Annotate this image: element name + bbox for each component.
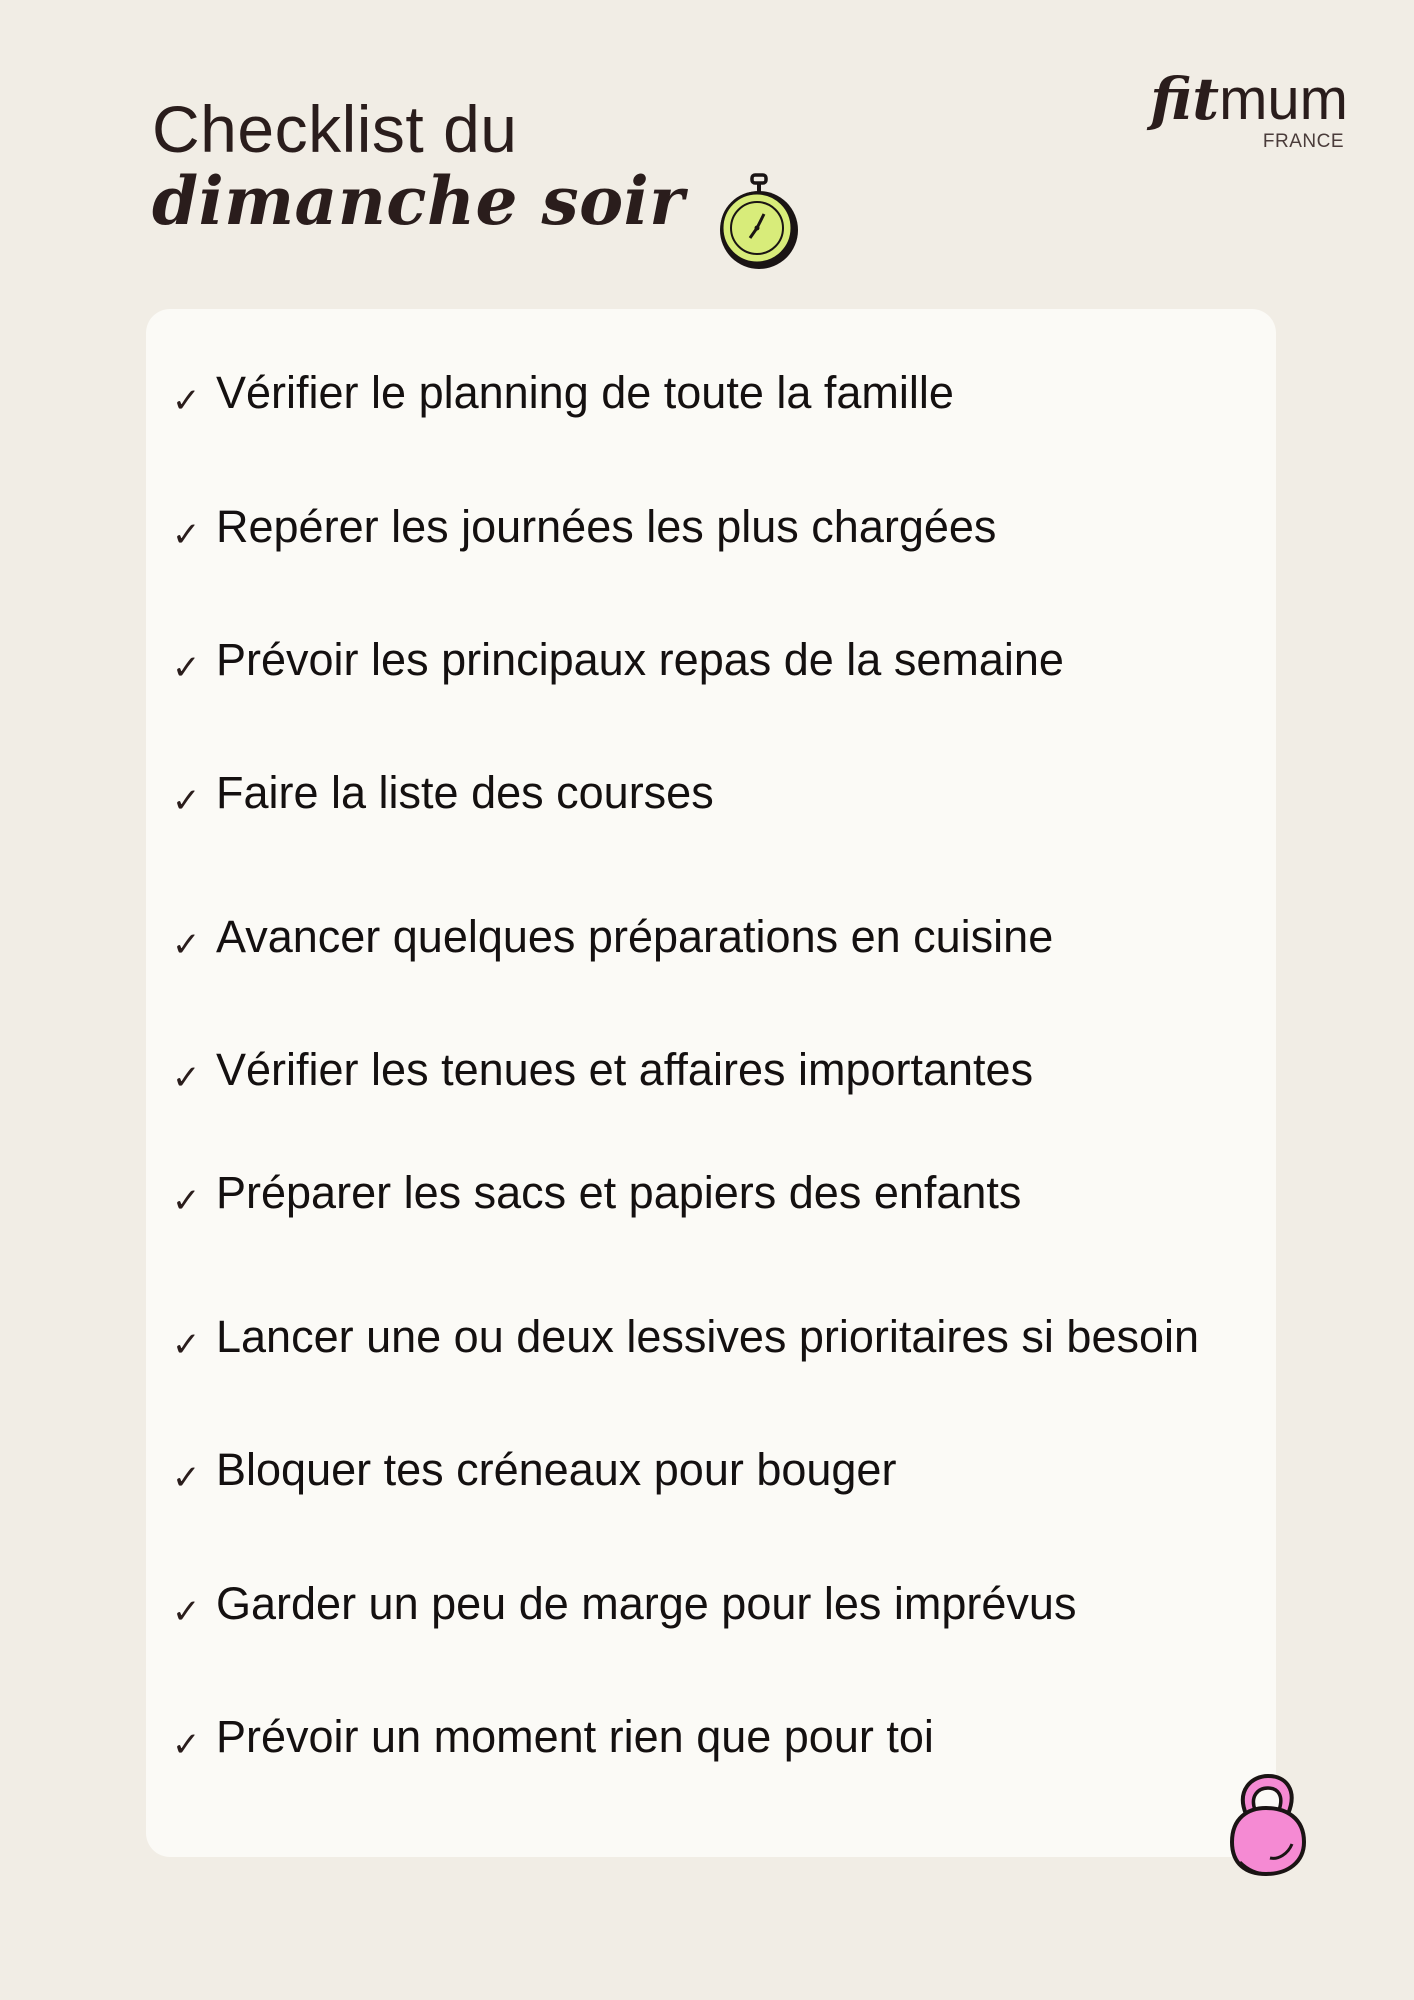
logo-mum: mum bbox=[1219, 67, 1348, 132]
checklist-item bbox=[172, 1707, 934, 1767]
checklist-item-label: Vérifier les tenues et affaires importantes bbox=[216, 1044, 1034, 1095]
checklist-item-label: Prévoir les principaux repas de la semaine bbox=[216, 634, 1064, 685]
checklist-card bbox=[146, 309, 1276, 1857]
check-icon: ✓ bbox=[172, 1458, 201, 1498]
check-icon: ✓ bbox=[172, 1592, 201, 1632]
checklist-item-label: Garder un peu de marge pour les imprévus bbox=[216, 1578, 1077, 1629]
logo-country: FRANCE bbox=[1262, 131, 1344, 152]
check-icon: ✓ bbox=[172, 515, 201, 555]
brand-logo bbox=[1128, 65, 1348, 153]
check-icon: ✓ bbox=[172, 925, 201, 965]
checklist-item bbox=[172, 630, 1064, 690]
checklist-item-label: Prévoir un moment rien que pour toi bbox=[216, 1711, 934, 1762]
checklist-item bbox=[172, 363, 954, 423]
checklist-item-label: Faire la liste des courses bbox=[216, 767, 714, 818]
checklist-item bbox=[172, 1440, 896, 1500]
check-icon: ✓ bbox=[172, 381, 201, 421]
kettlebell-icon bbox=[1218, 1770, 1314, 1878]
check-icon: ✓ bbox=[172, 1058, 201, 1098]
checklist-item bbox=[172, 1040, 1033, 1100]
checklist-item bbox=[172, 1307, 1199, 1367]
checklist-item-label: Lancer une ou deux lessives prioritaires si besoin bbox=[216, 1311, 1200, 1362]
check-icon: ✓ bbox=[172, 1325, 201, 1365]
logo-wordmark bbox=[1128, 65, 1348, 133]
checklist-item-label: Bloquer tes créneaux pour bouger bbox=[216, 1444, 897, 1495]
checklist-item bbox=[172, 1163, 1021, 1223]
page-title-line2: dimanche soir bbox=[152, 162, 685, 240]
logo-fit: fit bbox=[1150, 65, 1220, 133]
check-icon: ✓ bbox=[172, 648, 201, 688]
check-icon: ✓ bbox=[172, 781, 201, 821]
checklist-item bbox=[172, 763, 714, 823]
checklist-item bbox=[172, 1574, 1076, 1634]
check-icon: ✓ bbox=[172, 1181, 201, 1221]
checklist-item-label: Préparer les sacs et papiers des enfants bbox=[216, 1167, 1022, 1218]
checklist-item-label: Repérer les journées les plus chargées bbox=[216, 501, 997, 552]
stopwatch-icon bbox=[714, 172, 804, 272]
page-title-line1: Checklist du bbox=[152, 92, 518, 166]
checklist-item bbox=[172, 497, 996, 557]
checklist-item-label: Avancer quelques préparations en cuisine bbox=[216, 911, 1054, 962]
check-icon: ✓ bbox=[172, 1725, 201, 1765]
checklist-item bbox=[172, 907, 1053, 967]
checklist-item-label: Vérifier le planning de toute la famille bbox=[216, 367, 954, 418]
